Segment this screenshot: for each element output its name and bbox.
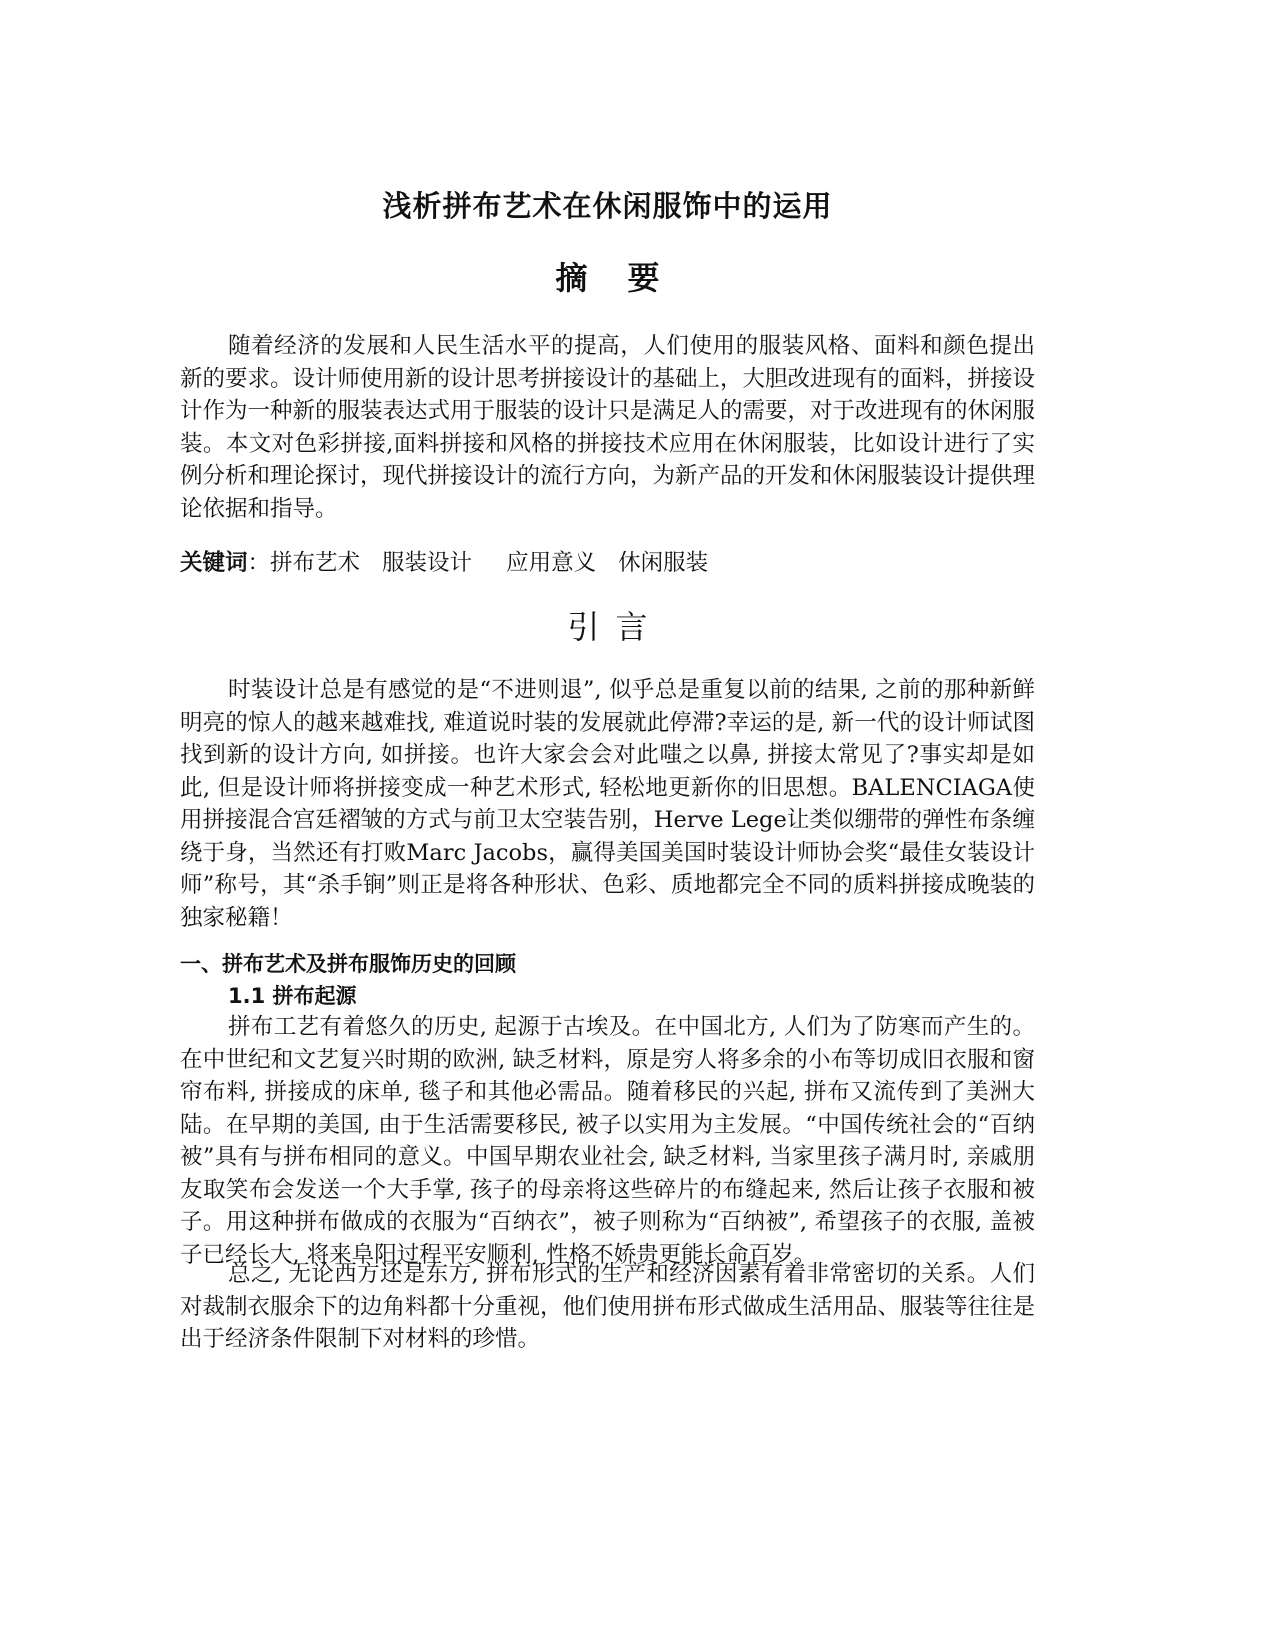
document-title: 浅析拼布艺术在休闲服饰中的运用: [382, 189, 833, 223]
keywords-separator: ：: [247, 550, 271, 576]
keyword-item: 服装设计: [382, 550, 473, 576]
keyword-item: 应用意义: [506, 550, 597, 576]
introduction-paragraph: 时装设计总是有感觉的是“不进则退”, 似乎总是重复以前的结果, 之前的那种新鲜明亮的惊人的越来越难找, 难道说时装的发展就此停滞?幸运的是, 新一代的设计师试图找到新的设计方向, 如拼接。也许大家会会对此嗤之以鼻, 拼接太常见了?事实却是如此, 但是设计师将拼接变成一种艺术形式, 轻松地更新你的旧思想。BALENCIAGA使用拼接混合宫廷褶皱的方式与前卫太空装告别，Herve Lege让类似绷带的弹性布条缠绕于身，当然还有打败Marc Jacobs，赢得美国美国时装设计师协会奖“最佳女装设计师”称号，其“杀手锏”则正是将各种形状、色彩、质地都完全不同的质料拼接成晚装的独家秘籍！: [180, 677, 1035, 931]
keyword-item: 拼布艺术: [270, 550, 361, 576]
section-paragraph: 拼布工艺有着悠久的历史, 起源于古埃及。在中国北方, 人们为了防寒而产生的。在中世纪和文艺复兴时期的欧洲, 缺乏材料，原是穷人将多余的小布等切成旧衣服和窗帘布料, 拼接成的床单, 毯子和其他必需品。随着移民的兴起, 拼布又流传到了美洲大陆。在早期的美国, 由于生活需要移民, 被子以实用为主发展。“中国传统社会的“百纳被”具有与拼布相同的意义。中国早期农业社会, 缺乏材料, 当家里孩子满月时, 亲戚朋友取笑布会发送一个大手掌, 孩子的母亲将这些碎片的布缝起来, 然后让孩子衣服和被子。用这种拼布做成的衣服为“百纳衣”，被子则称为“百纳被”, 希望孩子的衣服, 盖被子已经长大, 将来阜阳过程平安顺利, 性格不娇贵更能长命百岁。: [180, 1014, 1035, 1268]
keywords-line: [180, 547, 1035, 579]
keywords-label: 关键词: [180, 550, 248, 576]
introduction-heading: 引言: [567, 608, 664, 646]
abstract-paragraph: 随着经济的发展和人民生活水平的提高，人们使用的服装风格、面料和颜色提出新的要求。设计师使用新的设计思考拼接设计的基础上，大胆改进现有的面料，拼接设计作为一种新的服装表达式用于服装的设计只是满足人的需要，对于改进现有的休闲服装。本文对色彩拼接,面料拼接和风格的拼接技术应用在休闲服装，比如设计进行了实例分析和理论探讨，现代拼接设计的流行方向，为新产品的开发和休闲服装设计提供理论依据和指导。: [180, 333, 1036, 522]
subsection-heading: 1.1 拼布起源: [228, 984, 357, 1008]
section-heading: 一、拼布艺术及拼布服饰历史的回顾: [180, 952, 516, 976]
keyword-item: 休闲服装: [618, 550, 709, 576]
section-paragraph: 总之, 无论西方还是东方, 拼布形式的生产和经济因素有着非常密切的关系。人们对裁制衣服余下的边角料都十分重视，他们使用拼布形式做成生活用品、服装等往往是出于经济条件限制下对材料的珍惜。: [180, 1261, 1036, 1352]
abstract-heading: 摘要: [555, 259, 700, 297]
